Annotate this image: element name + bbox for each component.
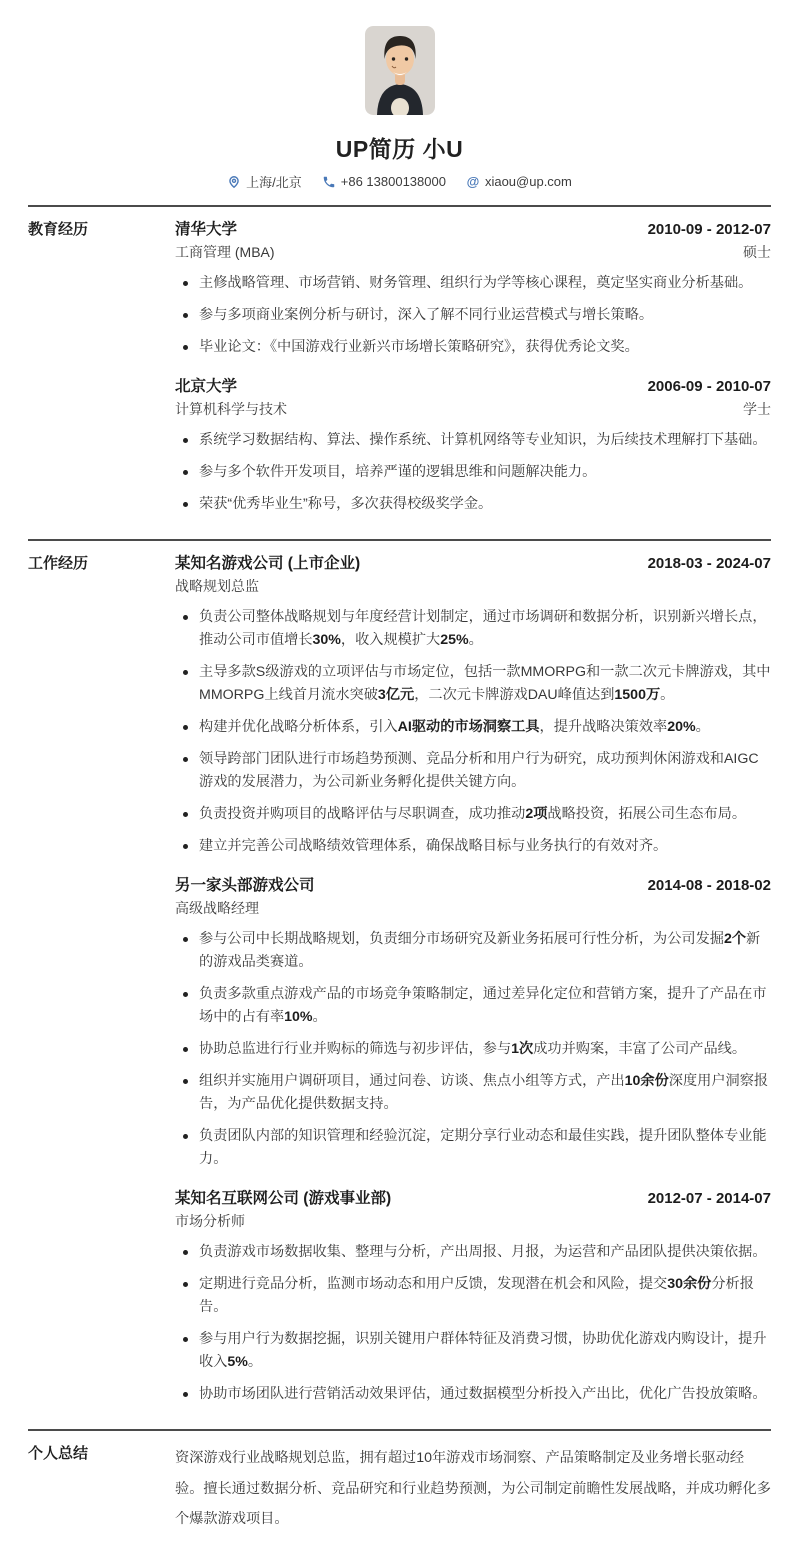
bullet-dot: [183, 438, 188, 443]
bullet-text: 建立并完善公司战略绩效管理体系，确保战略目标与业务执行的有效对齐。: [199, 838, 668, 854]
entry-title: 某知名游戏公司 (上市企业): [175, 555, 361, 572]
bullet-text: 构建并优化战略分析体系，引入AI驱动的市场洞察工具，提升战略决策效率20%。: [199, 719, 710, 735]
bullet-list: [175, 429, 771, 516]
bullet-dot: [183, 670, 188, 675]
entry-subtitle: 高级战略经理: [175, 900, 259, 916]
bullet-text: 参与用户行为数据挖掘，识别关键用户群体特征及消费习惯，协助优化游戏内购设计，提升收入5%。: [199, 1331, 767, 1370]
bullet-text: 负责投资并购项目的战略评估与尽职调查，成功推动2项战略投资，拓展公司生态布局。: [199, 806, 747, 822]
bullet-item: [175, 1038, 771, 1061]
section-content: [175, 217, 771, 525]
entry-title: 另一家头部游戏公司: [175, 877, 315, 894]
bullet-text: 组织并实施用户调研项目，通过问卷、访谈、焦点小组等方式，产出10余份深度用户洞察报告，为产品优化提供数据支持。: [199, 1073, 769, 1112]
bullet-dot: [183, 470, 188, 475]
entry-degree: 硕士: [743, 244, 771, 260]
bullet-item: [175, 1070, 771, 1116]
bullet-item: [175, 1241, 771, 1264]
bullet-item: [175, 272, 771, 295]
entry-head: [175, 873, 771, 895]
contact-phone: [322, 174, 446, 189]
entry-date: 2010-09 - 2012-07: [647, 221, 771, 238]
bullet-text: 参与多个软件开发项目，培养严谨的逻辑思维和问题解决能力。: [199, 464, 597, 480]
bullet-text: 领导跨部门团队进行市场趋势预测、竞品分析和用户行为研究，成功预判休闲游戏和AIGC游戏的发展潜力，为公司新业务孵化提供关键方向。: [199, 751, 759, 790]
bullet-dot: [183, 345, 188, 350]
bullet-text: 主导多款S级游戏的立项评估与市场定位，包括一款MMORPG和一款二次元卡牌游戏，其中MMORPG上线首月流水突破3亿元，二次元卡牌游戏DAU峰值达到1500万。: [199, 664, 771, 703]
portrait-photo: [365, 26, 435, 115]
section-label: 工作经历: [28, 555, 89, 572]
bullet-dot: [183, 812, 188, 817]
entry-head: [175, 374, 771, 396]
email-text: xiaou@up.com: [484, 174, 572, 189]
entry-subtitle: 工商管理 (MBA): [175, 244, 275, 260]
bullet-dot: [183, 844, 188, 849]
entry-subtitle: 战略规划总监: [175, 578, 259, 594]
entry-date: 2012-07 - 2014-07: [647, 1190, 771, 1207]
contact-location: [227, 172, 302, 191]
bullet-dot: [183, 1047, 188, 1052]
bullet-dot: [183, 1337, 188, 1342]
bullet-item: [175, 493, 771, 516]
entry-subline: [175, 242, 771, 262]
resume-section: [28, 1429, 771, 1535]
bullet-item: [175, 336, 771, 359]
bullet-text: 定期进行竞品分析，监测市场动态和用户反馈，发现潜在机会和风险，提交30余份分析报告。: [199, 1276, 754, 1315]
bullet-text: 荣获“优秀毕业生”称号，多次获得校级奖学金。: [199, 496, 493, 512]
bullet-text: 协助市场团队进行营销活动效果评估，通过数据模型分析投入产出比，优化广告投放策略。: [199, 1386, 767, 1402]
bullet-text: 参与多项商业案例分析与研讨，深入了解不同行业运营模式与增长策略。: [199, 307, 654, 323]
bullet-dot: [183, 1392, 188, 1397]
bullet-text: 主修战略管理、市场营销、财务管理、组织行为学等核心课程，奠定坚实商业分析基础。: [199, 275, 753, 291]
bullet-item: [175, 835, 771, 858]
bullet-item: [175, 748, 771, 794]
entry-date: 2006-09 - 2010-07: [647, 378, 771, 395]
bullet-text: 毕业论文：《中国游戏行业新兴市场增长策略研究》，获得优秀论文奖。: [199, 339, 639, 355]
entry-head: [175, 217, 771, 239]
entry-subtitle: 市场分析师: [175, 1213, 245, 1229]
bullet-text: 协助总监进行行业并购标的筛选与初步评估，参与1次成功并购案，丰富了公司产品线。: [199, 1041, 747, 1057]
phone-icon: [322, 175, 336, 189]
bullet-text: 参与公司中长期战略规划，负责细分市场研究及新业务拓展可行性分析，为公司发掘2个新的游戏品类赛道。: [199, 931, 761, 970]
resume-entry: [175, 374, 771, 516]
bullet-dot: [183, 313, 188, 318]
bullet-item: [175, 661, 771, 707]
entry-subline: [175, 1211, 771, 1231]
bullet-dot: [183, 1134, 188, 1139]
bullet-dot: [183, 615, 188, 620]
at-email-icon: @: [466, 174, 480, 189]
bullet-dot: [183, 757, 188, 762]
candidate-name: UP简历 小U: [335, 136, 464, 162]
resume-section: [28, 205, 771, 525]
bullet-item: [175, 803, 771, 826]
entry-head: [175, 1186, 771, 1208]
phone-text: +86 13800138000: [340, 174, 446, 189]
resume-entry: [175, 551, 771, 858]
bullet-list: [175, 272, 771, 359]
bullet-item: [175, 1383, 771, 1406]
bullet-item: [175, 983, 771, 1029]
section-label: 教育经历: [28, 221, 89, 238]
bullet-dot: [183, 1079, 188, 1084]
bullet-dot: [183, 1282, 188, 1287]
entry-subline: [175, 898, 771, 918]
resume-entry: [175, 1186, 771, 1406]
bullet-text: 负责多款重点游戏产品的市场竞争策略制定，通过差异化定位和营销方案，提升了产品在市场中的占有率10%。: [199, 986, 767, 1025]
entry-title: 北京大学: [175, 378, 238, 395]
bullet-text: 负责游戏市场数据收集、整理与分析，产出周报、月报，为运营和产品团队提供决策依据。: [199, 1244, 767, 1260]
entry-head: [175, 551, 771, 573]
resume-entry: [175, 217, 771, 359]
resume-section: [28, 539, 771, 1415]
bullet-list: [175, 928, 771, 1171]
section-content: [175, 551, 771, 1415]
entry-subtitle: 计算机科学与技术: [175, 401, 287, 417]
bullet-text: 负责团队内部的知识管理和经验沉淀，定期分享行业动态和最佳实践，提升团队整体专业能力。: [199, 1128, 767, 1167]
bullet-item: [175, 606, 771, 652]
section-label: 个人总结: [28, 1445, 89, 1462]
entry-date: 2018-03 - 2024-07: [647, 555, 771, 572]
bullet-item: [175, 928, 771, 974]
resume-body: [28, 205, 771, 1535]
bullet-dot: [183, 992, 188, 997]
location-pin-icon: [227, 175, 241, 189]
entry-title: 清华大学: [175, 221, 238, 238]
bullet-item: [175, 1328, 771, 1374]
section-content: [175, 1441, 771, 1535]
resume-entry: [175, 873, 771, 1171]
bullet-item: [175, 716, 771, 739]
bullet-item: [175, 1273, 771, 1319]
summary-text: 资深游戏行业战略规划总监，拥有超过10年游戏市场洞察、产品策略制定及业务增长驱动经验。擅长通过数据分析、竞品研究和行业趋势预测，为公司制定前瞻性发展战略，并成功孵化多个爆款游戏项目。: [175, 1450, 771, 1528]
resume-header: [28, 26, 771, 191]
contact-row: [28, 172, 771, 191]
bullet-dot: [183, 725, 188, 730]
bullet-item: [175, 1125, 771, 1171]
entry-date: 2014-08 - 2018-02: [647, 877, 771, 894]
bullet-dot: [183, 1250, 188, 1255]
bullet-item: [175, 304, 771, 327]
bullet-dot: [183, 281, 188, 286]
entry-title: 某知名互联网公司 (游戏事业部): [175, 1190, 392, 1207]
bullet-text: 负责公司整体战略规划与年度经营计划制定，通过市场调研和数据分析，识别新兴增长点，推动公司市值增长30%，收入规模扩大25%。: [199, 609, 767, 648]
bullet-dot: [183, 937, 188, 942]
contact-email: [466, 174, 572, 189]
bullet-item: [175, 429, 771, 452]
location-text: 上海/北京: [246, 175, 302, 190]
bullet-text: 系统学习数据结构、算法、操作系统、计算机网络等专业知识，为后续技术理解打下基础。: [199, 432, 767, 448]
entry-degree: 学士: [743, 401, 771, 417]
portrait-photo-image: [365, 26, 435, 115]
bullet-item: [175, 461, 771, 484]
bullet-list: [175, 606, 771, 858]
entry-subline: [175, 576, 771, 596]
bullet-dot: [183, 502, 188, 507]
bullet-list: [175, 1241, 771, 1406]
entry-subline: [175, 399, 771, 419]
